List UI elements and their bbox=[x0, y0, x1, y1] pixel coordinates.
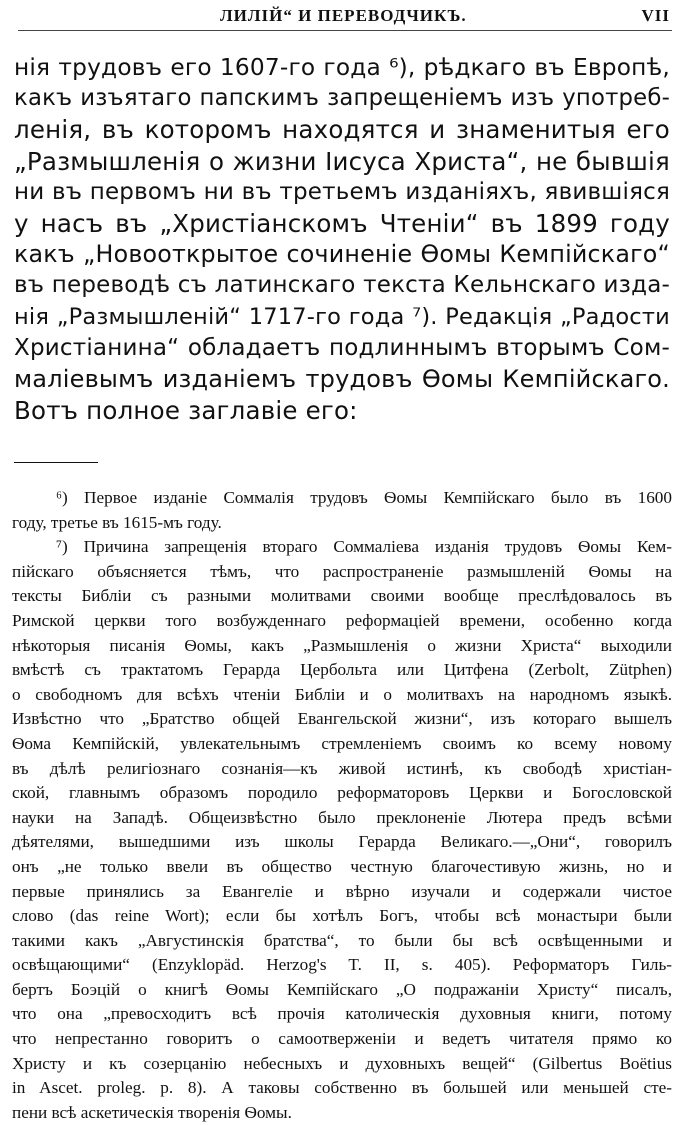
main-text-line: въ переводѣ съ латинскаго текста Кельнскаго изда- bbox=[14, 272, 670, 299]
footnote-7-line: тексты Библіи съ разными молитвами своими вообще преслѣдовалось въ bbox=[12, 586, 672, 606]
footnote-7-line: онъ „не только ввели въ общество честную благочестивую жизнь, но и bbox=[12, 856, 672, 876]
main-text-line: нія „Размышленій“ 1717-го года ⁷). Редакція „Радости bbox=[14, 303, 670, 330]
running-head bbox=[220, 6, 670, 32]
main-text-line: маліевымъ изданіемъ трудовъ Ѳомы Кемпійскаго. bbox=[14, 364, 670, 393]
main-text bbox=[14, 52, 670, 426]
footnote-7-line: in Ascet. proleg. p. 8). А таковы собственно въ большей или меньшей сте- bbox=[12, 1078, 672, 1098]
footnote-7-line: Извѣстно что „Братство общей Евангельской жизни“, изъ котораго вышелъ bbox=[12, 709, 672, 729]
footnote-7-line: пени всѣ аскетическія творенія Ѳомы. bbox=[12, 1102, 292, 1122]
footnote-7-line: вмѣстѣ съ трактатомъ Герарда Цербольта или Цитфена (Zerbolt, Zütphen) bbox=[12, 660, 672, 680]
running-head-title: ЛИЛІЙ“ И ПЕРЕВОДЧИКЪ. bbox=[220, 6, 467, 25]
footnote-7-line: науки на Западѣ. Общеизвѣстно было преклоненіе Лютера предъ всѣми bbox=[12, 807, 672, 827]
footnote-7-line: что она „превосходитъ всѣ прочія католическія духовныя книги, потому bbox=[12, 1004, 672, 1024]
main-text-line: ни въ первомъ ни въ третьемъ изданіяхъ, явившіяся bbox=[14, 178, 670, 205]
footnote-7-line: пійскаго объясняется тѣмъ, что распространеніе размышленій Ѳомы на bbox=[12, 561, 672, 581]
footnote-7-line: первые принялись за Евангеліе и вѣрно изучали и содержали чистое bbox=[12, 881, 672, 901]
footnote-7-line: въ дѣлѣ религіознаго сознанія—къ живой истинѣ, къ свободѣ христіан- bbox=[12, 758, 672, 778]
footnote-7-line: Христу и къ созерцанію небесныхъ и духовныхъ вещей“ (Gilbertus Boëtius bbox=[12, 1053, 672, 1073]
footnotes bbox=[12, 486, 672, 1125]
footnote-7-line: дѣятелями, вышедшими изъ школы Герарда Великаго.—„Они“, говорилъ bbox=[12, 832, 672, 852]
main-text-line: Вотъ полное заглавіе его: bbox=[14, 396, 358, 426]
footnote-7-line: ⁷) Причина запрещенія втораго Соммаліева изданія трудовъ Ѳомы Кем- bbox=[56, 537, 672, 557]
footnote-7-line: освѣщающими“ (Enzyklopäd. Herzog's T. II, s. 405). Реформаторъ Гиль- bbox=[12, 955, 672, 975]
footnote-7-line: нѣкоторыя писанія Ѳомы, какъ „Размышленія о жизни Христа“ выходили bbox=[12, 635, 672, 655]
footnote-7-line: бертъ Боэцій о книгѣ Ѳомы Кемпійскаго „О подражаніи Христу“ писалъ, bbox=[12, 979, 672, 999]
footnote-7-line: Римской церкви того возбужденнаго реформаціей времени, особенно когда bbox=[12, 610, 672, 630]
footnote-7-line: такими какъ „Августинскія братства“, то были бы всѣ освѣщенными и bbox=[12, 930, 672, 950]
main-text-line: ленія, въ которомъ находятся и знаменитыя его bbox=[14, 115, 670, 145]
main-text-line: нія трудовъ его 1607-го года ⁶), рѣдкаго въ Европѣ, bbox=[14, 54, 670, 81]
footnote-7-line: Ѳома Кемпійскій, увлекательнымъ стремленіемъ своимъ ко всему новому bbox=[12, 733, 672, 753]
footnote-7-line: о свободномъ для всѣхъ чтеніи Библіи и о молитвахъ на народномъ языкѣ. bbox=[12, 684, 672, 704]
footnote-6-line: ⁶) Первое изданіе Соммалія трудовъ Ѳомы Кемпійскаго было въ 1600 bbox=[56, 488, 672, 507]
running-head-rule bbox=[18, 30, 672, 31]
page-number: VII bbox=[641, 6, 670, 25]
footnote-7-line: слово (das reine Wort); если бы хотѣлъ Богъ, чтобы всѣ монастыри были bbox=[12, 906, 672, 926]
main-text-line: какъ „Новооткрытое сочиненіе Ѳомы Кемпійскаго“ bbox=[14, 240, 670, 269]
main-text-line: у насъ въ „Христіанскомъ Чтеніи“ въ 1899 году bbox=[14, 208, 670, 238]
footnote-separator bbox=[14, 462, 98, 463]
footnote-7-line: что непрестанно говоритъ о самоотверженіи и ведетъ читателя прямо ко bbox=[12, 1029, 672, 1049]
footnote-7-line: ской, главнымъ образомъ породило реформаторовъ Церкви и Богословской bbox=[12, 783, 672, 803]
main-text-line: „Размышленія о жизни Іисуса Христа“, не бывшія bbox=[14, 146, 670, 176]
main-text-line: какъ изъятаго папскимъ запрещеніемъ изъ употреб- bbox=[14, 85, 670, 112]
footnote-6-line: году, третье въ 1615-мъ году. bbox=[12, 512, 222, 532]
main-text-line: Христіанина“ обладаетъ подлиннымъ вторымъ Сом- bbox=[14, 334, 670, 361]
